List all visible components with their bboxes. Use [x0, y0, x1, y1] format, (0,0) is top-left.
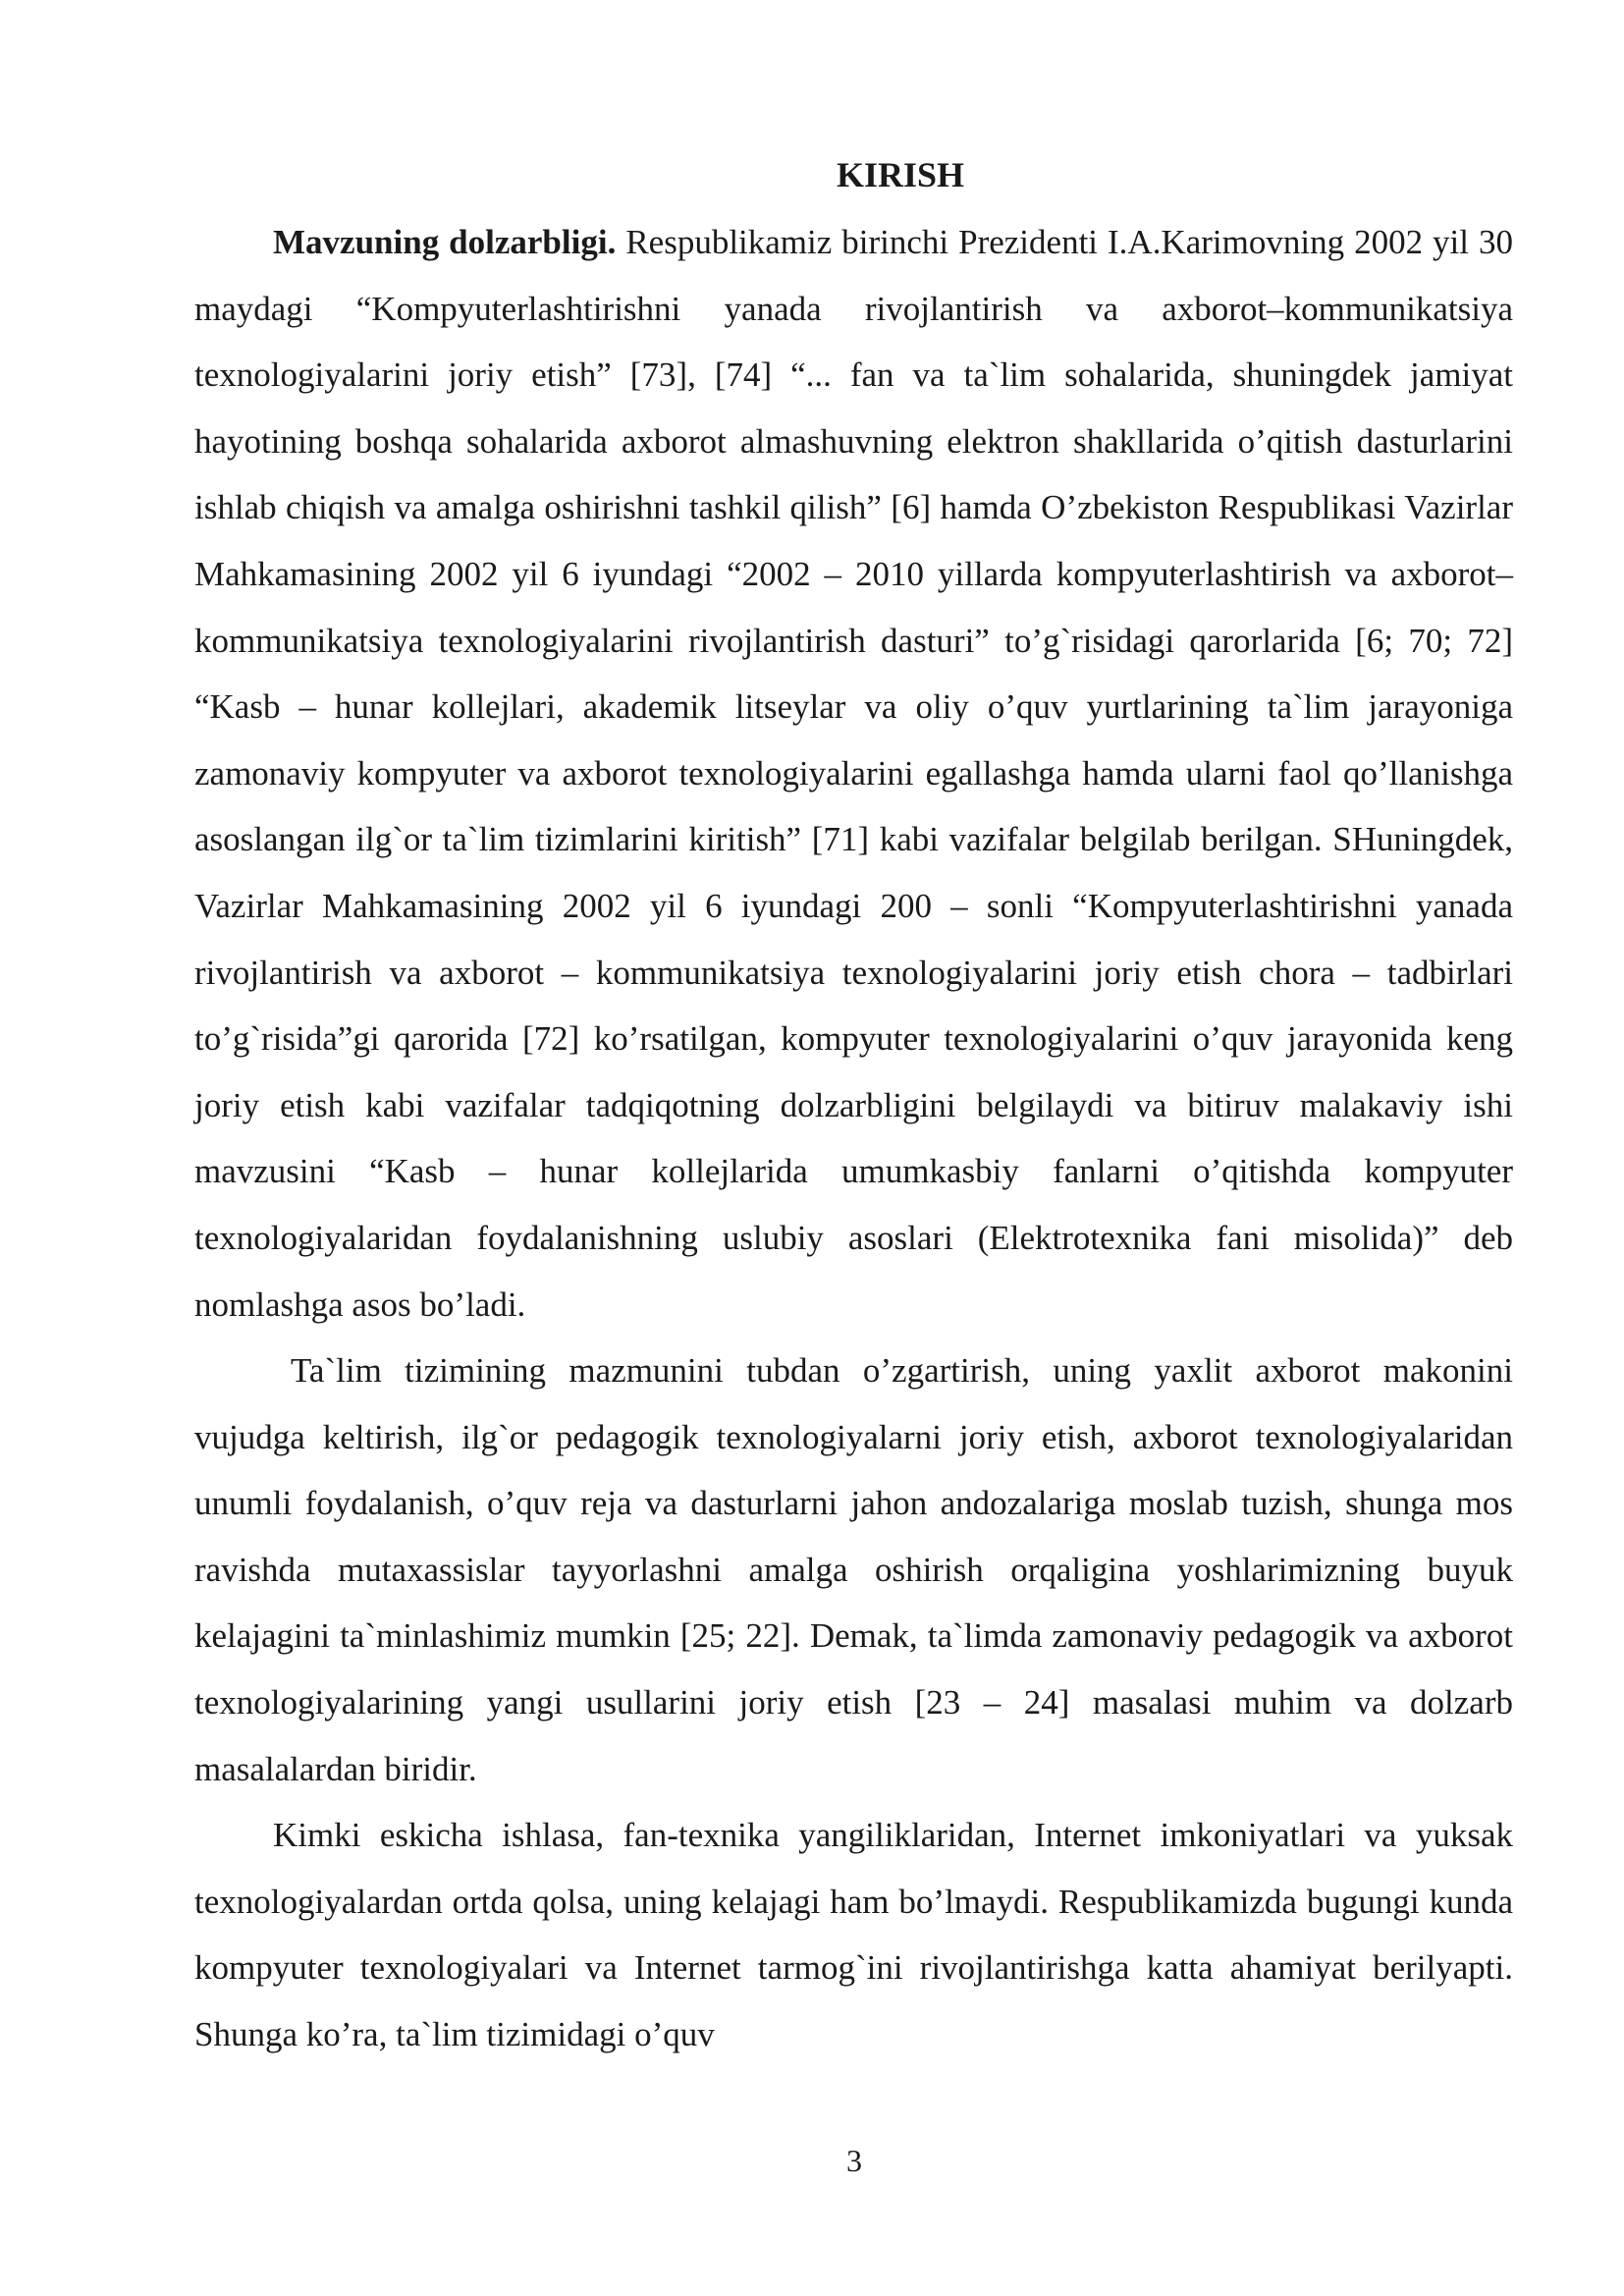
paragraph-education-reform: Ta`lim tizimining mazmunini tubdan o’zgartirish, uning yaxlit axborot makonini vujudga keltirish, ilg`or pedagogik texnologiyalarni joriy etish, axborot texnologiyalaridan unumli foydalanish, o’quv reja va dasturlarni jahon andozalariga moslab tuzish, shunga mos ravishda mutaxassislar tayyorlashni amalga oshirish orqaligina yoshlarimizning buyuk kelajagini ta`minlashimiz mumkin [25; 22]. Demak, ta`limda zamonaviy pedagogik va axborot texnologiyalarining yangi usullarini joriy etish [23 – 24] masalasi muhim va dolzarb masalalardan biridir. [194, 1351, 1513, 1788]
paragraph-relevance [194, 209, 1513, 1338]
paragraph-lead-in: Mavzuning dolzarbligi. [273, 223, 617, 261]
paragraph-text: Respublikamiz birinchi Prezidenti I.A.Karimovning 2002 yil 30 maydagi “Kompyuterlashtirishni yanada rivojlantirish va axborot–kommunikatsiya texnologiyalarini joriy etish” [73], [74] “... fan va ta`lim sohalarida, shuningdek jamiyat hayotining boshqa sohalarida axborot almashuvning elektron shakllarida o’qitish dasturlarini ishlab chiqish va amalga oshirishni tashkil qilish” [6] hamda O’zbekiston Respublikasi Vazirlar Mahkamasining 2002 yil 6 iyundagi “2002 – 2010 yillarda kompyuterlashtirish va axborot–kommunikatsiya texnologiyalarini rivojlantirish dasturi” to’g`risidagi qarorlarida [6; 70; 72] “Kasb – hunar kollejlari, akademik litseylar va oliy o’quv yurtlarining ta`lim jarayoniga zamonaviy kompyuter va axborot texnologiyalarini egallashga hamda ularni faol qo’llanishga asoslangan ilg`or ta`lim tizimlarini kiritish” [71] kabi vazifalar belgilab berilgan. SHuningdek, Vazirlar Mahkamasining 2002 yil 6 iyundagi 200 – sonli “Kompyuterlashtirishni yanada rivojlantirish va axborot – kommunikatsiya texnologiyalarini joriy etish chora – tadbirlari to’g`risida”gi qarorida [72] ko’rsatilgan, kompyuter texnologiyalarini o’quv jarayonida keng joriy etish kabi vazifalar tadqiqotning dolzarbligini belgilaydi va bitiruv malakaviy ishi mavzusini “Kasb – hunar kollejlarida umumkasbiy fanlarni o’qitishda kompyuter texnologiyalaridan foydalanishning uslubiy asoslari (Elektrotexnika fani misolida)” deb nomlashga asos bo’ladi. [194, 223, 1513, 1324]
paragraph-technology: Kimki eskicha ishlasa, fan-texnika yangiliklaridan, Internet imkoniyatlari va yuksak texnologiyalardan ortda qolsa, uning kelajagi ham bo’lmaydi. Respublikamizda bugungi kunda kompyuter texnologiyalari va Internet tarmog`ini rivojlantirishga katta ahamiyat berilyapti. Shunga ko’ra, ta`lim tizimidagi o’quv [194, 1816, 1513, 2054]
body-text [194, 209, 1513, 2068]
section-heading: KIRISH [836, 155, 965, 194]
page-number: 3 [846, 2143, 862, 2178]
